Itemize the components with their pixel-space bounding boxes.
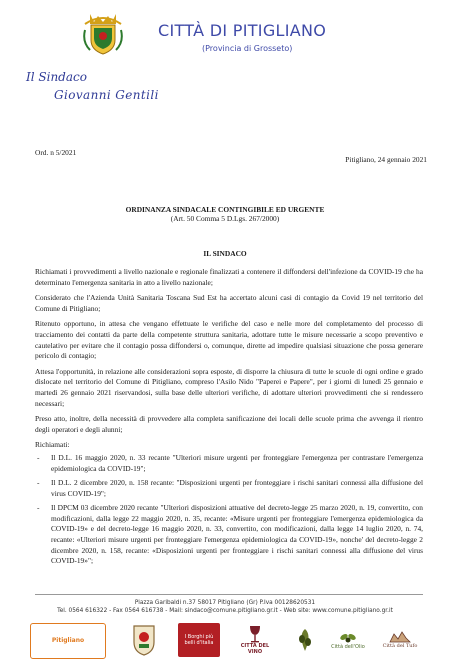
citta-tufo-logo-icon (380, 623, 420, 657)
borghi-logo-icon (178, 623, 220, 657)
olive-logo-icon (292, 623, 318, 657)
ordinance-number: Ord. n 5/2021 (35, 148, 77, 157)
citta-vino-logo-icon (236, 623, 274, 657)
footer-address: Piazza Garibaldi n.37 58017 Pitigliano (Gr) P.Iva 00128620531 (134, 600, 316, 606)
logo-label: CITTÀ DEL VINO (240, 643, 270, 655)
signature-title: Il Sindaco (26, 70, 87, 84)
footer-contacts: Tel. 0564 616322 - Fax 0564 616738 - Mail: sindaco@comune.pitigliano.gr.it - Web site: www.comune.pitigliano.gr.it (57, 608, 393, 614)
pitigliano-logo-icon (30, 623, 106, 659)
city-title: CITTÀ DI PITIGLIANO (158, 21, 327, 40)
logo-label: Città del Tufo (382, 643, 418, 649)
list-item: - Il DPCM 03 dicembre 2020 recante "Ulteriori disposizioni attuative del decreto-legge 25 marzo 2020, n. 19, convertito, con modificazioni, dalla legge 22 maggio 2020, n. 35, recante: «Misure urgenti per fronteggiare l'emergenza epidemiologica da COVID-19» e del decreto-legge 16 maggio 2020, n. 33, convertito, con modificazioni, dalla legge 14 luglio 2020, n. 74, recante: «Ulteriori misure urgenti per fronteggiare l'emergenza epidemiologica da COVID-19», nonche' del decreto-legge 2 dicembre 2020, n. 158, recante: «Disposizioni urgenti per fronteggiare i rischi sanitari connessi alla diffusione del virus COVID-19»"; (35, 503, 423, 567)
list-item: - Il D.L. 2 dicembre 2020, n. 158 recante: "Disposizioni urgenti per fronteggiare i rischi sanitari connessi alla diffusione del virus COVID-19"; (35, 478, 423, 499)
footer-logos (30, 623, 422, 659)
province-label: (Provincia di Grosseto) (202, 44, 293, 53)
section-heading: IL SINDACO (203, 249, 247, 258)
paragraph: Richiamati i provvedimenti a livello nazionale e regionale finalizzati a contenere il diffondersi dell'infezione da COVID-19 che ha determinato l'emergenza sanitaria in atto a livello nazionale; (35, 267, 423, 287)
paragraph: Ritenuto opportuno, in attesa che vengano effettuate le verifiche del caso e nelle more del completamento del processo di tracciamento dei contatti da parte della competente struttura sanitaria, adottare tutte le misure necessarie a scopo preventivo e cautelativo per evitare che il contagio possa diffondersi o, comunque, dirette ad impedire qualsiasi situazione che possa generare pericolo di contagio; (35, 319, 423, 361)
paragraph: Richiamati: (35, 440, 70, 450)
place-date: Pitigliano, 24 gennaio 2021 (345, 155, 427, 164)
coat-of-arms-icon (82, 10, 124, 56)
ordinance-title: ORDINANZA SINDACALE CONTINGIBILE ED URGENTE (125, 205, 325, 214)
ordinance-subtitle: (Art. 50 Comma 5 D.Lgs. 267/2000) (170, 214, 280, 223)
paragraph: Considerato che l'Azienda Unità Sanitaria Toscana Sud Est ha accertato alcuni casi di contagio da Covid 19 nel territorio del Comune di Pitigliano; (35, 293, 423, 313)
lion-crest-logo-icon (130, 623, 158, 657)
document-body (35, 267, 423, 571)
footer-divider (35, 594, 423, 595)
signature-name: Giovanni Gentili (54, 88, 159, 102)
references-list (35, 453, 423, 567)
logo-label: Città dell'Olio (331, 644, 365, 650)
list-item: - Il D.L. 16 maggio 2020, n. 33 recante "Ulteriori misure urgenti per fronteggiare l'emergenza per contrastare l'emergenza epidemiologica da COVID-19"; (35, 453, 423, 474)
paragraph: Attesa l'opportunità, in relazione alle considerazioni sopra esposte, di disporre la chiusura di tutte le scuole di ogni ordine e grado dislocate nel territorio del Comune di Pitigliano, compreso l'Asilo Nido "Paperei e Papere", per i giorni di lunedì 25 gennaio e martedì 26 gennaio 2021 riservandosi, sulla base delle ulteriori verifiche, di adottare ulteriori provvedimenti che si rendessero necessari; (35, 366, 423, 408)
citta-olio-logo-icon (330, 623, 366, 657)
paragraph: Preso atto, inoltre, della necessità di provvedere alla completa sanificazione dei locali delle scuole prima che avvenga il rientro degli operatori e degli alunni; (35, 414, 423, 434)
logo-label: Pitigliano (51, 637, 85, 644)
logo-label: I Borghi più belli d'Italia (184, 634, 214, 646)
